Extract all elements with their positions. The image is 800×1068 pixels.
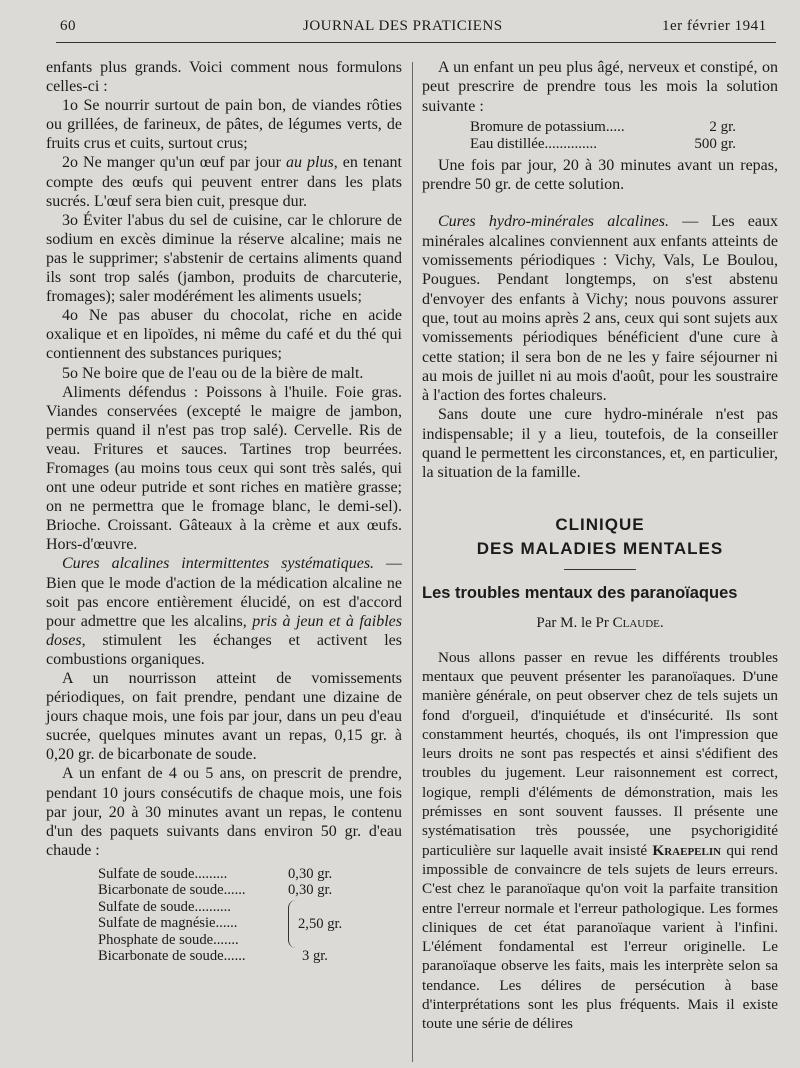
paragraph: 5o Ne boire que de l'eau ou de la bière de malt.	[62, 364, 364, 382]
paragraph: A un enfant de 4 ou 5 ans, on prescrit de prendre, pendant 10 jours consécutifs de chaque mois, une fois par jour, 20 à 30 minutes avant un repas, le contenu d'un des paquets suivants dans environ 50 gr. d'eau chaude :	[46, 765, 402, 859]
paragraph: 3o Éviter l'abus du sel de cuisine, car le chlorure de sodium en excès diminue la réserve alcaline; mais ne pas le supprimer; s'abstenir de certains aliments quand ils sont trop salés (jambon, produits de charcuterie, fromages); saler modérément les aliments usuels;	[46, 211, 402, 306]
paragraph: A un nourrisson atteint de vomissements périodiques, on fait prendre, pendant une dizaine de jours chaque mois, une fois par jour, dans un peu d'eau sucrée, quelques minutes avant un repas, 0,15 gr. à 0,20 gr. de bicarbonate de soude.	[46, 670, 402, 764]
paragraph: 2o Ne manger qu'un œuf par jour au plus, en tenant compte des œufs qui peuvent entrer dans les plats sucrés. L'œuf sera bien cuit, presque dur.	[46, 154, 403, 210]
paragraph: Nous allons passer en revue les différents troubles mentaux que peuvent présenter les paranoïaques. D'une manière générale, on peut observer chez de tels sujets un fond d'orgueil, d'inquiétude et d'insécurité. Ils sont constamment heurtés, choqués, ils ont l'impression que leurs droits ne sont pas respectés et ainsi s'édifient des troubles du jugement. Leur raisonnement est correct, logique, rempli d'éléments de démonstration, mais les prémisses en sont souvent fausses. Il présente une systématisation très poussée, une psychorigidité particulière sur laquelle avait insisté Kraepelin qui rend impossible de convaincre de tels sujets de leurs erreurs. C'est chez le paranoïaque qu'on voit la parfaite transition entre l'erreur normale et l'erreur pathologique. Les formes cliniques de cet état paranoïaque varient à l'infini. L'élément fondamental est l'erreur originelle. Le paranoïaque observe les faits, mais les interprète selon sa tendance. Les délires de persécution à base d'interprétations sont les plus fréquents. Mais il existe toute une série de délires	[422, 648, 778, 1033]
grouped-dose: 2,50 gr.	[298, 915, 343, 932]
paragraph: Une fois par jour, 20 à 30 minutes avant un repas, prendre 50 gr. de cette solution.	[422, 156, 778, 194]
paragraph: Cures hydro-minérales alcalines. — Les eaux minérales alcalines conviennent aux enfants atteints de vomissements périodiques : Vichy, Vals, Le Boulou, Pougues. Pendant longtemps, on s'est abstenu d'envoyer des enfants à Vichy; nous pouvons assurer que, tout au moins après 2 ans, ceux qui sont sujets aux vomissements périodiques bénéficient d'une cure à cette station; il sera bon de ne les y faire séjourner ni au mois de juillet ni au mois d'août, pour les soustraire à l'action des fortes chaleurs.	[422, 213, 778, 405]
byline: Par M. le Pr Claude.	[536, 614, 664, 631]
section-rule	[564, 569, 636, 570]
left-column	[46, 58, 402, 1068]
paragraph: 1o Se nourrir surtout de pain bon, de viandes rôties ou grillées, de farineux, de pâtes, de légumes verts, de fruits crus et cuits, surtout crus;	[46, 97, 402, 153]
issue-date: 1er février 1941	[662, 18, 767, 34]
paragraph: 4o Ne pas abuser du chocolat, riche en acide oxalique et en lipoïdes, ni même du café et du thé qui contiennent des substances puriques;	[46, 307, 402, 363]
paragraph: Sans doute une cure hydro-minérale n'est pas indispensable; il y a lieu, toutefois, de la conseiller quand le permettent les circonstances, et, en particulier, la situation de la famille.	[422, 406, 778, 482]
paragraph: Aliments défendus : Poissons à l'huile. Foie gras. Viandes conservées (excepté le maigre de jambon, permis quand il n'est pas trop salé). Cervelle. Ris de veau. Fritures et sauces. Tartines trop beurrées. Fromages (au moins tous ceux qui sont très salés, qui ont une odeur putride et sont riches en matière grasse; on ne permettra que le fromage blanc, le demi-sel). Brioche. Croissant. Gâteaux à la crème et aux œufs. Hors-d'œuvre.	[46, 383, 402, 554]
page-number: 60	[60, 18, 76, 34]
page-header	[0, 0, 800, 44]
right-column	[422, 58, 778, 1068]
header-rule	[56, 42, 776, 43]
column-divider	[412, 62, 413, 1062]
article-title: Les troubles mentaux des paranoïaques	[422, 583, 738, 602]
solution-table: Bromure de potassium..... 2 gr. Eau distillée.............. 500 gr.	[470, 118, 736, 152]
prescription-table: Sulfate de soude......... 0,30 gr. Bicarbonate de soude...... 0,30 gr. Sulfate de soude.......... Sulfate de magnésie...... Phosphate de soude....... Bicarbonate de soude...... 3 gr. 2,50 gr.	[98, 865, 343, 964]
section-heading-1: CLINIQUE	[555, 514, 645, 534]
paragraph: Cures alcalines intermittentes systématiques. — Bien que le mode d'action de la médication alcaline ne soit pas encore entièrement élucidé, on est d'accord pour admettre que les alcalins, pris à jeun et à faibles doses, stimulent les échanges et activent les combustions organiques.	[46, 555, 402, 668]
paragraph: enfants plus grands. Voici comment nous formulons celles-ci :	[46, 59, 402, 96]
journal-title: JOURNAL DES PRATICIENS	[303, 18, 503, 34]
section-heading-2: DES MALADIES MENTALES	[476, 538, 724, 558]
paragraph: A un enfant un peu plus âgé, nerveux et constipé, on peut prescrire de prendre tous les mois la solution suivante :	[422, 59, 778, 115]
